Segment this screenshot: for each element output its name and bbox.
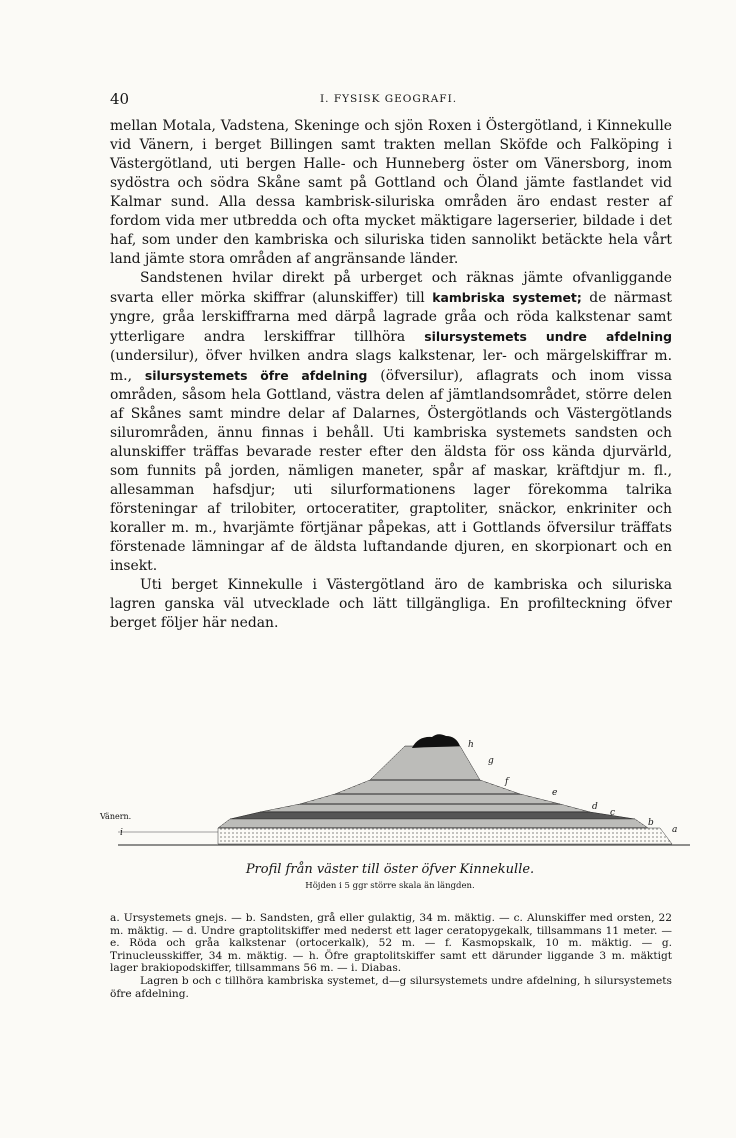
term-kambriska-systemet: kambriska systemet; [432, 290, 582, 305]
p2-text-c: de närmast yngre, gråa lerskiffrarna med därpå lagrade gråa och röda kalkstenar samt ytterligare andra lerskiffrar tillhöra [110, 290, 672, 345]
layer-a-gneiss [218, 828, 672, 844]
legend-paragraph-2: Lagren b och c tillhöra kambriska systemet, d—g silursystemets undre afdelning, h silursystemets öfre afdelning. [110, 974, 672, 1000]
caption-title: Profil från väster till öster öfver Kinnekulle. [245, 862, 535, 877]
paragraph-3: Uti berget Kinnekulle i Västergötland äro de kambriska och siluriska lagren ganska väl utvecklade och lätt tillgängliga. En profilteckning öfver berget följer här nedan. [110, 577, 672, 631]
page-number: 40 [110, 90, 130, 108]
label-f: f [505, 777, 509, 787]
label-a: a [672, 825, 678, 835]
paragraph-1: mellan Motala, Vadstena, Skeninge och sjön Roxen i Östergötland, i Kinnekulle vid Vänern, i berget Billingen samt trakten mellan Sköfde och Falköping i Västergötland, uti bergen Halle- och Hunneberg öster om Vänersborg, inom sydöstra och södra Skåne samt på Gottland och Öland jämte fastlandet vid Kalmar sund. Alla dessa kambrisk-siluriska områden äro endast rester af fordom vida mer utbredda och ofta mycket mäktigare lagerserier, bildade i det haf, som under den kambriska och siluriska tiden sannolikt betäckte hela vårt land jämte stora områden af angränsande länder. [110, 118, 672, 267]
p2-text-e: (undersilur), öfver hvilken andra slags kalkstenar, ler- och märgelskiffrar m. m., [110, 348, 672, 384]
label-vanern: Vänern. [100, 812, 132, 821]
layer-d-graptolite-shale [260, 804, 590, 812]
kinnekulle-profile-figure [100, 728, 690, 858]
label-b: b [648, 818, 654, 828]
label-d: d [592, 802, 598, 812]
profile-drawing [100, 728, 690, 858]
label-i: i [120, 828, 123, 838]
layer-b-sandstone [218, 819, 648, 828]
body-text [110, 117, 672, 633]
p2-text-a: Sandstenen hvilar direkt på urberget och räknas jämte ofvanliggande svarta eller mörka skiffrar (alunskiffer) till [110, 270, 672, 306]
page-header [110, 90, 670, 110]
layer-c-alum-shale [230, 812, 635, 819]
label-h: h [468, 740, 474, 750]
running-head: I. FYSISK GEOGRAFI. [320, 93, 458, 105]
label-c: c [610, 808, 616, 818]
caption-subtitle: Höjden i 5 ggr större skala än längden. [305, 881, 475, 891]
layer-f-g-shale [335, 780, 520, 794]
term-undre-afdelning: silursystemets undre afdelning [424, 329, 672, 344]
layer-h-upper-shale [370, 746, 480, 780]
legend-paragraph-1: a. Ursystemets gnejs. — b. Sandsten, grå eller gulaktig, 34 m. mäktig. — c. Alunskiffer med orsten, 22 m. mäktig. — d. Undre graptolitskiffer med nederst ett lager ceratopygekalk, tillsammans 11 meter. — e. Röda och gråa kalkstenar (ortocerkalk), 52 m. — f. Kasmopskalk, 10 m. mäktig. — g. Trinucleusskiffer, 34 m. mäktig. — h. Öfre graptolitskiffer samt ett därunder liggande 3 m. mäktigt lager brakiopodskiffer, tillsammans 56 m. — i. Diabas. [110, 912, 672, 975]
layer-e-limestone [300, 794, 560, 804]
label-e: e [552, 788, 558, 798]
term-ofre-afdelning: silursystemets öfre afdelning [144, 368, 368, 383]
figure-legend [110, 912, 672, 1000]
figure-caption [110, 862, 670, 891]
p2-text-g: (öfversilur), aflagrats och inom vissa områden, såsom hela Gottland, västra delen af jämtlandsområdet, större delen af Skånes samt mindre delar af Dalarnes, Östergötlands och Västergötlands silurområden, ännu finnas i behåll. Uti kambriska systemets sandsten och alunskiffer träffas bevarade rester efter den äldsta för oss kända djurvärld, som funnits på jorden, nämligen maneter, spår af maskar, kräftdjur m. fl., allesamman hafsdjur; uti silurformationens lager förekomma talrika försteningar af trilobiter, ortoceratiter, graptoliter, snäckor, enkriniter och koraller m. m., hvarjämte förtjänar påpekas, att i Gottlands öfversilur träffats förstenade lämningar af de äldsta luftandande djuren, en skorpionart och en insekt. [110, 368, 672, 574]
paragraph-2 [110, 269, 672, 576]
layer-i-diabase-cap [412, 734, 460, 748]
label-g: g [488, 756, 494, 766]
